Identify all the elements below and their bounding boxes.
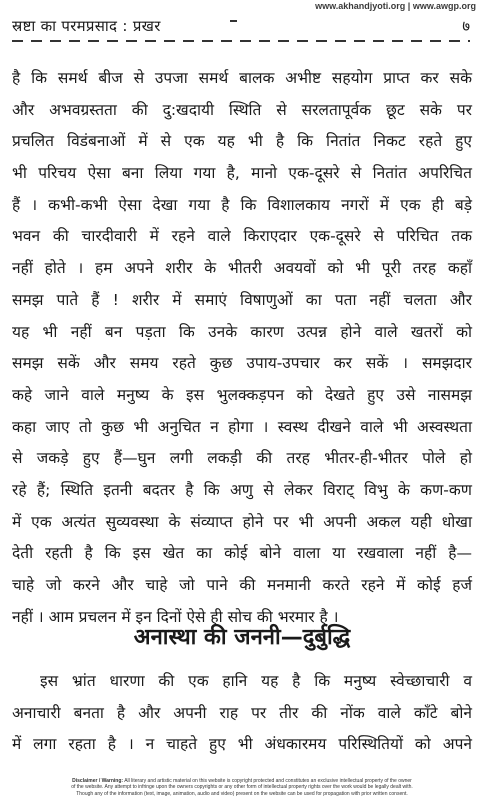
text-line: देती रहती है कि इस खेत का कोई बोने वाला या रखवाला नहीं है—	[12, 544, 472, 563]
disclaimer	[0, 778, 484, 797]
text-line: से जकड़े हुए हैं—घुन लगी लकड़ी की तरह भीतर-ही-भीतर पोले हो	[12, 449, 472, 468]
text-line: प्रचलित विडंबनाओं में से एक यह भी है कि नितांत निकट रहते हुए	[12, 132, 472, 151]
text-line: है कि समर्थ बीज से उपजा समर्थ बालक अभीष्ट सहयोग प्राप्त कर सके	[12, 69, 472, 87]
text-line: हैं । कभी-कभी ऐसा देखा गया है कि विशालकाय नगरों में एक ही बड़े	[12, 195, 472, 214]
text-line: भवन की चारदीवारी में रहने वाले किराएदार एक-दूसरे से परिचित तक	[12, 227, 472, 246]
disclaimer-text: All literary and artistic material on this website is copyright protected and constitutes an exclusive intellectual property of the owner	[124, 778, 412, 784]
paragraph-2	[12, 666, 472, 761]
site-links[interactable]: www.akhandjyoti.org | www.awgp.org	[315, 1, 476, 11]
text-line: कहे जाने वाले मनुष्य के इस भुलक्कड़पन को देखते हुए उसे नासमझ	[12, 385, 472, 404]
text-line: समझ पाते हैं ! शरीर में समाएं विषाणुओं का पता नहीं चलता और	[12, 290, 472, 309]
text-line: भी परिचय ऐसा बना लिया गया है, मानो एक-दूसरे से नितांत अपरिचित	[12, 164, 472, 183]
text-line: यह भी नहीं बन पड़ता कि उनके कारण उत्पन्न होने वाले खतरों को	[12, 322, 472, 341]
paragraph-1	[12, 63, 472, 633]
section-heading: अनास्था की जननी—दुर्बुद्धि	[133, 625, 351, 650]
header-mark	[230, 20, 237, 22]
disclaimer-label: Disclaimer / Warning:	[72, 778, 124, 784]
text-line: और अभवग्रस्तता की दु:खदायी स्थिति से सरलतापूर्वक छूट सके पर	[12, 100, 472, 119]
text-line: नहीं । आम प्रचलन में इन दिनों ऐसे ही सोच की भरमार है ।	[12, 607, 339, 626]
text-line: नहीं होते । हम अपने शरीर के भीतरी अवयवों को भी पूरी तरह कहाँ	[12, 259, 472, 278]
disclaimer-line-3: Though any of the information (text, image, animation, audio and video) present on the website can be used for propagation with prior written consent.	[76, 790, 408, 797]
dashed-rule	[12, 40, 470, 42]
running-header	[12, 14, 470, 38]
text-line: इस भ्रांत धारणा की एक हानि यह है कि मनुष्य स्वेच्छाचारी व	[40, 672, 472, 690]
text-line: में एक अत्यंत सुव्यवस्था के संव्याप्त होने पर भी अपनी अकल यही धोखा	[12, 512, 472, 531]
text-line: कहा जाए तो कुछ भी अनुचित न होगा । स्वस्थ दीखने वाले भी अस्वस्थता	[12, 417, 472, 436]
disclaimer-line-2: of the website. Any attempt to infringe upon the owners copyrights or any other form of intellectual property rights over the work would be legally dealt with.	[71, 784, 413, 791]
section-heading-wrap	[0, 621, 484, 655]
text-line: समझ सकें और समय रहते कुछ उपाय-उपचार कर सकें । समझदार	[12, 354, 472, 373]
text-line: चाहे जो करने और चाहे जो पाने की मनमानी करते रहने में कोई हर्ज	[12, 576, 472, 594]
page-number: ७	[462, 17, 470, 35]
running-title: स्रष्टा का परमप्रसाद : प्रखर	[12, 17, 161, 35]
text-line: में लगा रहता है । न चाहते हुए भी अंधकारमय परिस्थितियों को अपने	[12, 735, 472, 754]
text-line: अनाचारी बनता है और अपनी राह पर तीर की नोंक वाले काँटे बोने	[12, 703, 472, 722]
text-line: रहे हैं; स्थिति इतनी बदतर है कि अणु से लेकर विराट् विभु के कण-कण	[12, 480, 472, 499]
